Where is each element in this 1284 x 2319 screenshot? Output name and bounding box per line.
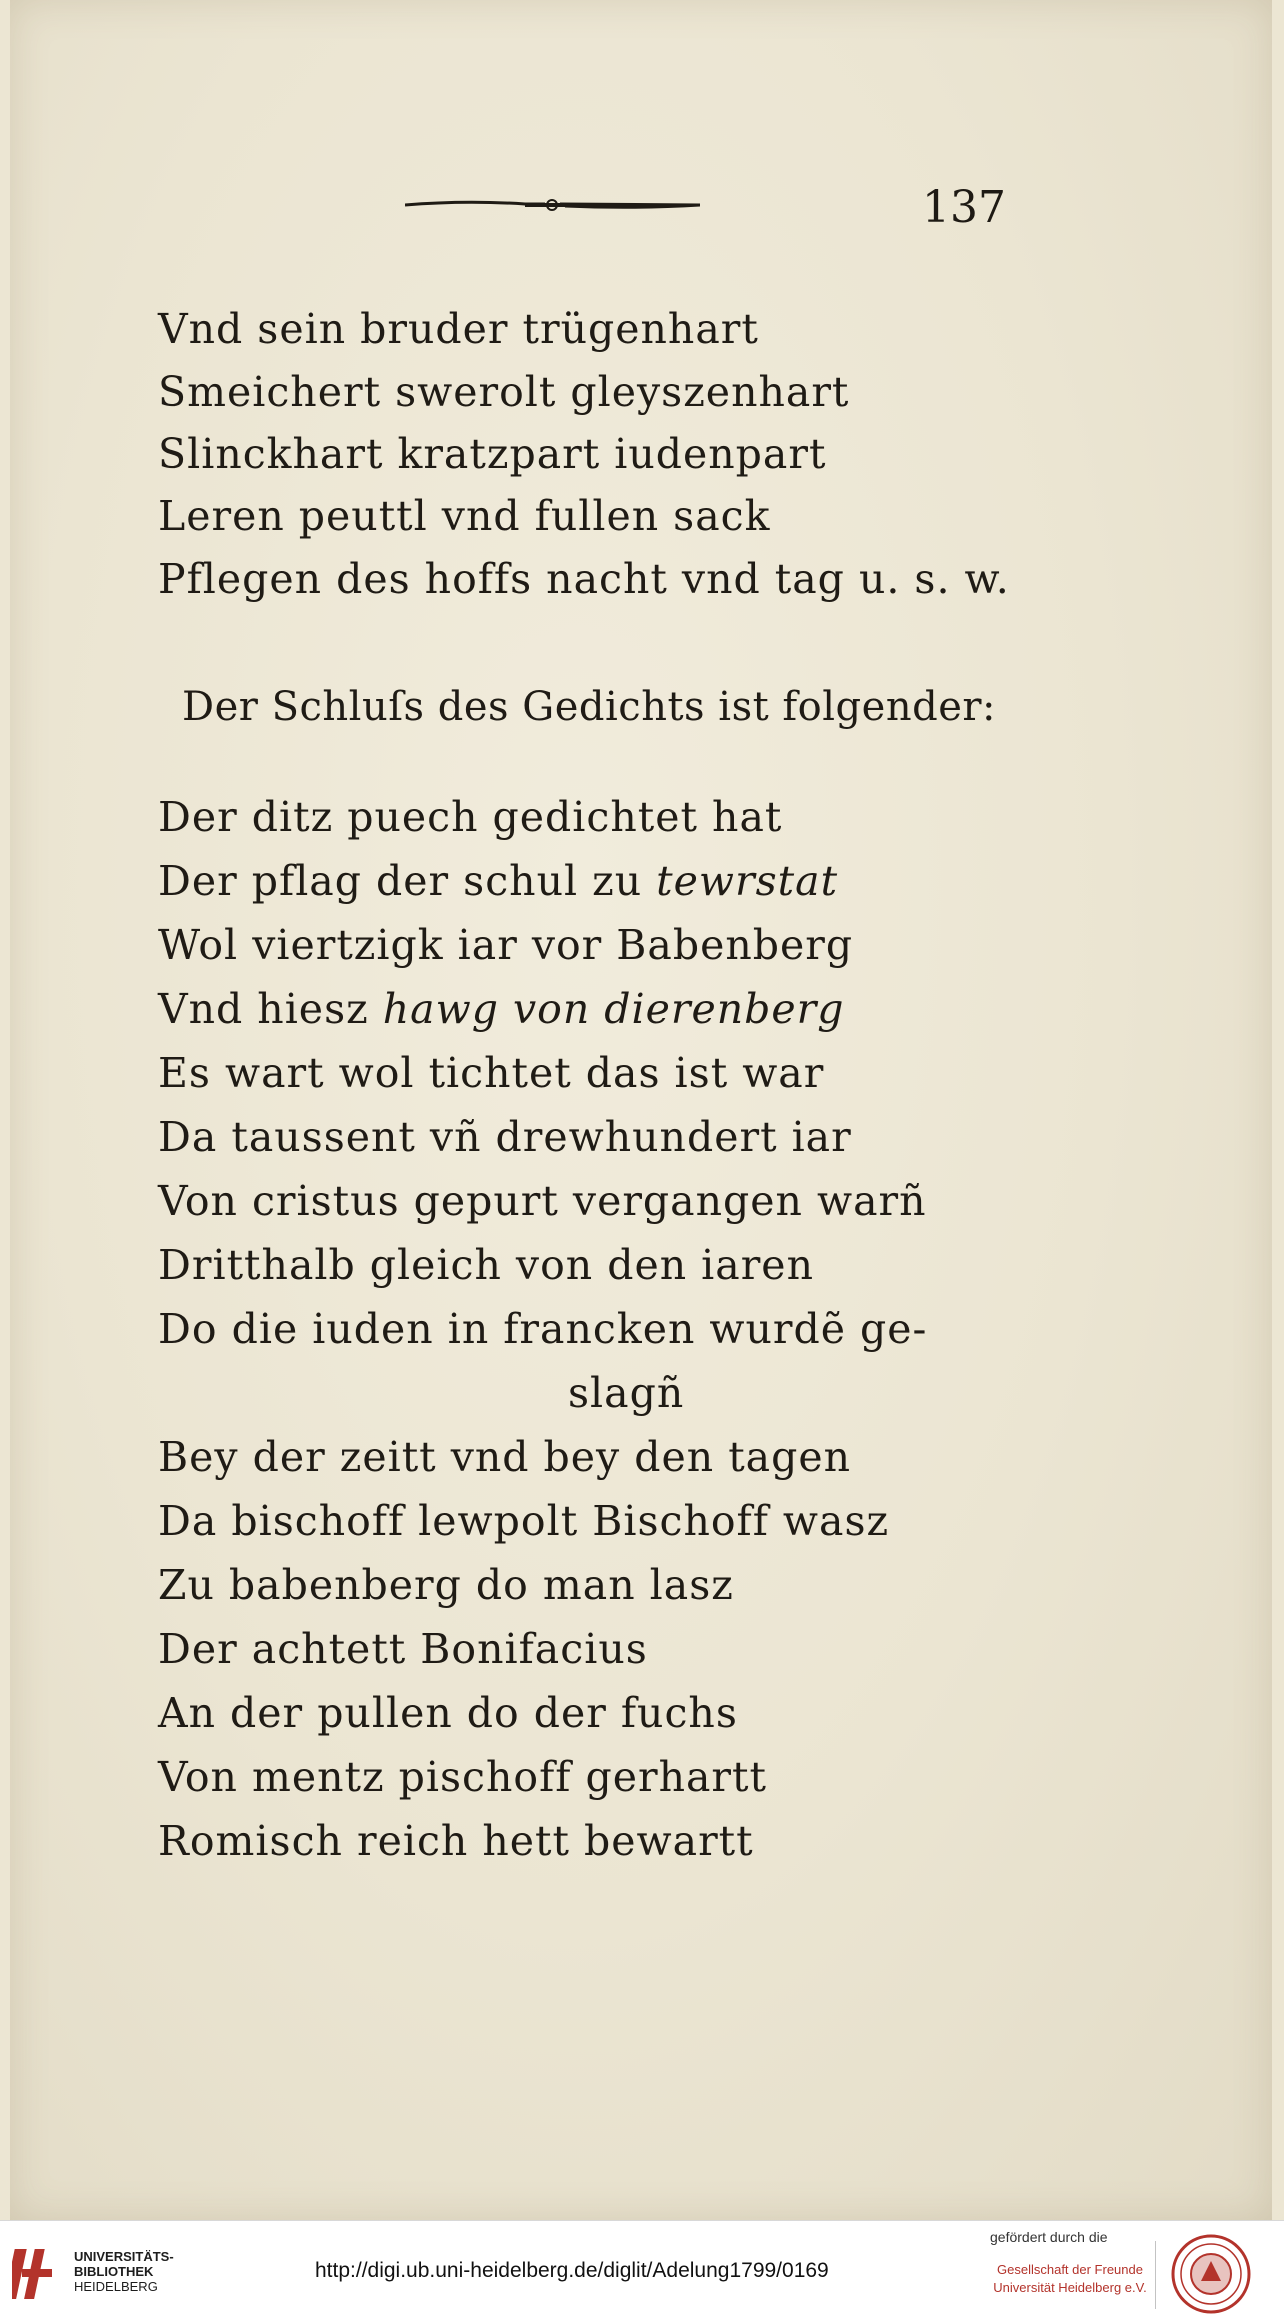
verse-line: An der pullen do der fuchs [158, 1689, 738, 1737]
book-page [10, 0, 1272, 2220]
verse-line: Bey der zeitt vnd bey den tagen [158, 1433, 852, 1481]
verse-line: Wol viertzigk iar vor Babenberg [158, 921, 854, 969]
footer-bar [0, 2220, 1284, 2319]
verse-line: slagñ [568, 1369, 685, 1417]
verse-line: Es wart wol tichtet das ist war [158, 1049, 825, 1097]
verse-line: Vnd sein bruder trügenhart [158, 305, 759, 353]
verse-line: Romisch reich hett bewartt [158, 1817, 754, 1865]
verse-line: Der ditz puech gedichtet hat [158, 793, 783, 841]
verse-line: Da taussent vñ drewhundert iar [158, 1113, 852, 1161]
sponsor-name[interactable]: Gesellschaft der Freunde Universität Heidelberg e.V. [993, 2262, 1147, 2295]
university-library-logo [12, 2243, 64, 2305]
verse-line: Zu babenberg do man lasz [158, 1561, 734, 1609]
verse-line: Von cristus gepurt vergangen warñ [158, 1177, 927, 1225]
university-seal-icon [1170, 2233, 1252, 2315]
section-heading: Der Schluſs des Gedichts ist folgender: [182, 684, 996, 730]
verse-line: Der achtett Bonifacius [158, 1625, 648, 1673]
verse-line: Da bischoff lewpolt Bischoff wasz [158, 1497, 890, 1545]
verse-line: Leren peuttl vnd fullen sack [158, 492, 771, 540]
verse-line: Der pflag der schul zu tewrstat [158, 857, 839, 905]
ornament-rule [405, 196, 700, 214]
permalink-url[interactable]: http://digi.ub.uni-heidelberg.de/diglit/Adelung1799/0169 [315, 2259, 829, 2282]
page-number: 137 [922, 182, 1006, 233]
verse-line: Pflegen des hoffs nacht vnd tag u. s. w. [158, 555, 1010, 603]
library-name: UNIVERSITÄTS- BIBLIOTHEK HEIDELBERG [74, 2249, 174, 2294]
sponsor-label: gefördert durch die [990, 2229, 1108, 2245]
footer-divider [1155, 2241, 1156, 2309]
verse-line: Vnd hiesz hawg von dierenberg [158, 985, 845, 1033]
verse-line: Smeichert swerolt gleyszenhart [158, 368, 850, 416]
verse-line: Dritthalb gleich von den iaren [158, 1241, 814, 1289]
verse-line: Von mentz pischoff gerhartt [158, 1753, 767, 1801]
verse-line: Do die iuden in francken wurdẽ ge- [158, 1305, 928, 1353]
verse-line: Slinckhart kratzpart iudenpart [158, 430, 827, 478]
